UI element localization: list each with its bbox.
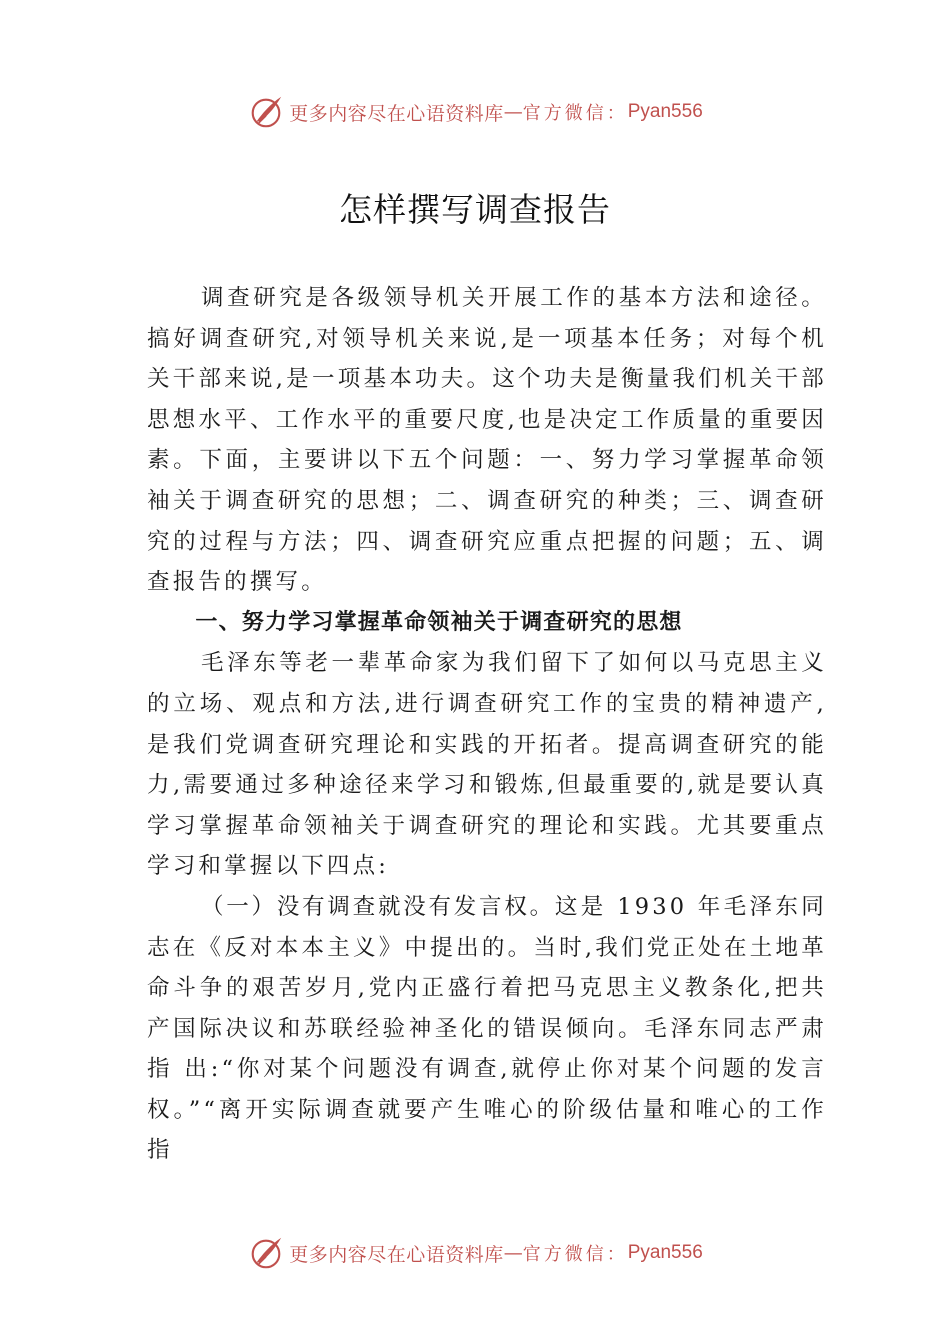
section-paragraph: 毛泽东等老一辈革命家为我们留下了如何以马克思主义的立场、观点和方法,进行调查研究工作的宝贵的精神遗产,是我们党调查研究理论和实践的开拓者。提高调查研究的能力,需要通过多种途径来学习和锻炼,但最重要的,就是要认真学习掌握革命领袖关于调查研究的理论和实践。尤其要重点学习和掌握以下四点:	[147, 650, 827, 880]
quill-logo-icon	[247, 93, 285, 131]
banner-handle: Pyan556	[627, 1242, 703, 1263]
banner-text: 更多内容尽在心语资料库	[289, 1243, 504, 1266]
banner-separator: —	[503, 1242, 523, 1264]
banner-handle: Pyan556	[627, 101, 703, 122]
document-body	[147, 278, 827, 1171]
banner-text: 更多内容尽在心语资料库	[289, 102, 504, 125]
header-watermark-banner	[0, 92, 950, 132]
point-text: 这是 1930 年毛泽东同志在《反对本本主义》中提出的。当时,我们党正处在土地革命斗争的艰苦岁月,党内正盛行着把马克思主义教条化,把共产国际决议和苏联经验神圣化的错误倾向。毛泽东同志严肃指 出:“你对某个问题没有调查,就停止你对某个问题的发言权。”“离开实际调查就要产生唯心的阶级估量和唯心的工作指	[147, 893, 827, 1164]
banner-label: 官方微信：	[522, 1244, 628, 1265]
footer-watermark-banner	[0, 1233, 950, 1273]
quill-logo-icon	[247, 1234, 285, 1272]
banner-separator: —	[503, 101, 523, 123]
point-paragraph	[147, 887, 827, 1171]
document-title: 怎样撰写调查报告	[339, 190, 611, 229]
point-heading: （一）没有调查就没有发言权。	[201, 893, 555, 920]
banner-label: 官方微信：	[522, 103, 628, 124]
intro-paragraph: 调查研究是各级领导机关开展工作的基本方法和途径。搞好调查研究,对领导机关来说,是一项基本任务；对每个机关干部来说,是一项基本功夫。这个功夫是衡量我们机关干部思想水平、工作水平的重要尺度,也是决定工作质量的重要因素。下面，主要讲以下五个问题：一、努力学习掌握革命领袖关于调查研究的思想；二、调查研究的种类；三、调查研究的过程与方法；四、调查研究应重点把握的问题；五、调查报告的撰写。	[147, 285, 827, 596]
section-heading: 一、努力学习掌握革命领袖关于调查研究的思想	[195, 609, 683, 635]
